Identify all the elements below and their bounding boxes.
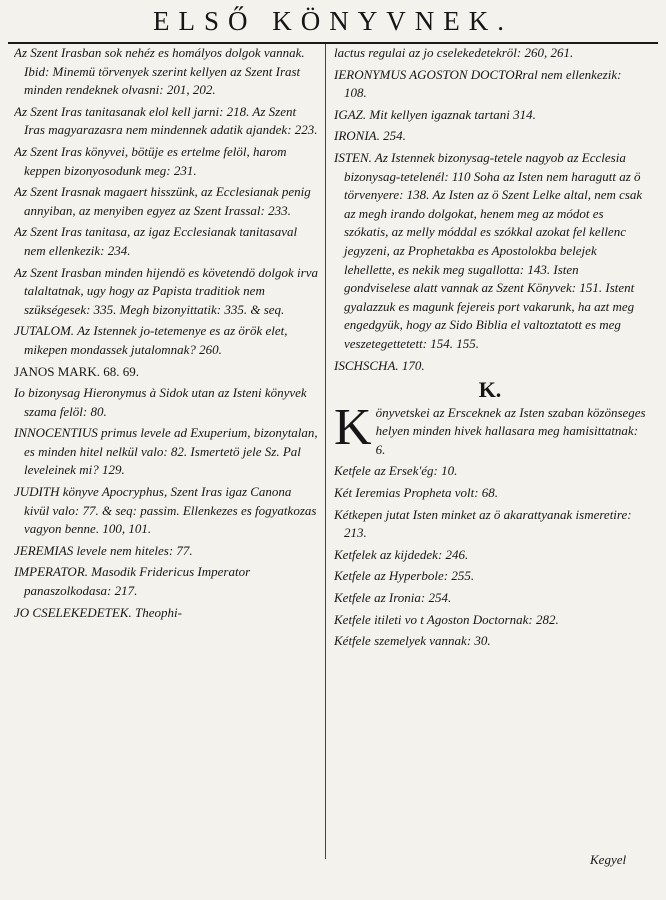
entry-io-bizonysag: Io bizonysag Hieronymus à Sidok utan az Isteni könyvek szama felöl: 80. (14, 385, 307, 419)
entry-k-first (334, 398, 646, 460)
entry-ironia: IRONIA. 254. (334, 128, 406, 144)
entry-szent-iras-2: Az Szent Iras tanitasanak elol kell jarni: 218. Az Szent Iras magyarazasra nem mindennek adatik ajandek: 223. (14, 103, 318, 138)
section-letter-k: K. (478, 377, 502, 403)
entry-szent-iras-5: Az Szent Iras tanitasa, az igaz Ecclesianak tanitasaval nem ellenkezik: 234. (14, 224, 298, 258)
entry-jutalom: JUTALOM. Az Istennek jo-tetemenye es az örök elet, mikepen mondassek jutalomnak? 260. (14, 323, 288, 357)
entry-k-first-text: önyvetskei az Ersceknek az Isten szaban közönseges helyen minden hivek hallasara meg hamisittatnak: 6. (375, 404, 646, 457)
entry-k-6: Ketfele az Ironia: 254. (334, 590, 452, 606)
entry-k-7: Ketfele itileti vo t Agoston Doctornak: 282. (334, 611, 559, 627)
right-column (334, 44, 646, 654)
catchword: Kegyel (590, 852, 627, 867)
dropcap-k: K (334, 398, 372, 456)
entry-judith: JUDITH könyve Apocryphus, Szent Iras igaz Canona kivül valo: 77. & seq: passim. Ellenkezes es fogyatkozas vagyon benne. 100, 101. (14, 484, 317, 537)
page-header: ELSŐ KÖNYVNEK. (153, 6, 513, 36)
entry-k-8: Kétfele szemelyek vannak: 30. (334, 633, 491, 649)
entry-innocentius: INNOCENTIUS primus levele ad Exuperium, bizonytalan, es minden hitel nelkül valo: 82. Ismertetö jele Sz. Pal leveleinek mi? 129. (14, 425, 318, 478)
entry-k-3: Kétkepen jutat Isten minket az ö akarattyanak ismeretire: 213. (334, 506, 632, 541)
entry-igaz: IGAZ. Mit kellyen igaznak tartani 314. (334, 106, 536, 122)
entry-k-2: Két Ieremias Propheta volt: 68. (334, 485, 499, 501)
entry-imperator: IMPERATOR. Masodik Fridericus Imperator panaszolkodasa: 217. (14, 564, 251, 599)
entry-janos-mark: JANOS MARK. 68. 69. (14, 363, 139, 379)
entry-jo-cselekedetek: JO CSELEKEDETEK. Theophi- (14, 604, 182, 620)
entry-szent-iras-6: Az Szent Irasban minden hijendö es követendö dolgok irva talaltatnak, ugy hogy az Papista traditiok nem szükségesek: 335. Megh bizonyittatik: 335. & seq. (14, 264, 318, 317)
entry-jeremias: JEREMIAS levele nem hiteles: 77. (14, 542, 193, 558)
entry-ieronymus: IERONYMUS AGOSTON DOCTORral nem ellenkezik: 108. (334, 66, 622, 101)
column-divider (325, 44, 326, 859)
entry-lactus: lactus regulai az jo cselekedetekröl: 260, 261. (334, 45, 574, 60)
entry-szent-iras-3: Az Szent Iras könyvei, bötüje es ertelme felöl, harom keppen bizonyosodunk meg: 231. (14, 143, 287, 178)
entry-ischscha: ISCHSCHA. 170. (334, 357, 425, 373)
entry-isten: ISTEN. Az Istennek bizonysag-tetele nagyob az Ecclesia bizonysag-tetelenél: 110 Soha az Isten nem haragutt az ö törvenyere: 138. Az Isten az ö Szent Lelke altal, nem csak az megh irando dolgokat, henem meg az módot es szókatis, az melly móddal es szókkal azokat fel kellenc jegyzeni, az Prophetakba es Apostolokba belejek lehellette, es nekik meg sugallotta: 143. Isten gondviselese alatt vannak az Szent Könyvek: 151. Istent gyalazzuk es magunk fejereis port vakarunk, ha azt meg engedgyük, hogy az Sido Biblia el valtoztatott es meg veszetegettetett: 154. 155. (334, 149, 643, 351)
entry-k-5: Ketfele az Hyperbole: 255. (334, 568, 475, 584)
entry-k-4: Ketfelek az kijdedek: 246. (334, 546, 469, 562)
entry-szent-iras-4: Az Szent Irasnak magaert hisszünk, az Ecclesianak penig annyiban, az menyiben egyez az Szent Irassal: 233. (14, 184, 311, 218)
entry-szent-iras-1: Az Szent Irasban sok nehéz es homályos dolgok vannak. Ibid: Minemü törvenyek szerint kellyen az Szent Irast minden rendeknek olvasni: 201, 202. (14, 45, 305, 98)
left-column (14, 44, 319, 625)
entry-k-1: Ketfele az Ersek'ég: 10. (334, 463, 458, 479)
